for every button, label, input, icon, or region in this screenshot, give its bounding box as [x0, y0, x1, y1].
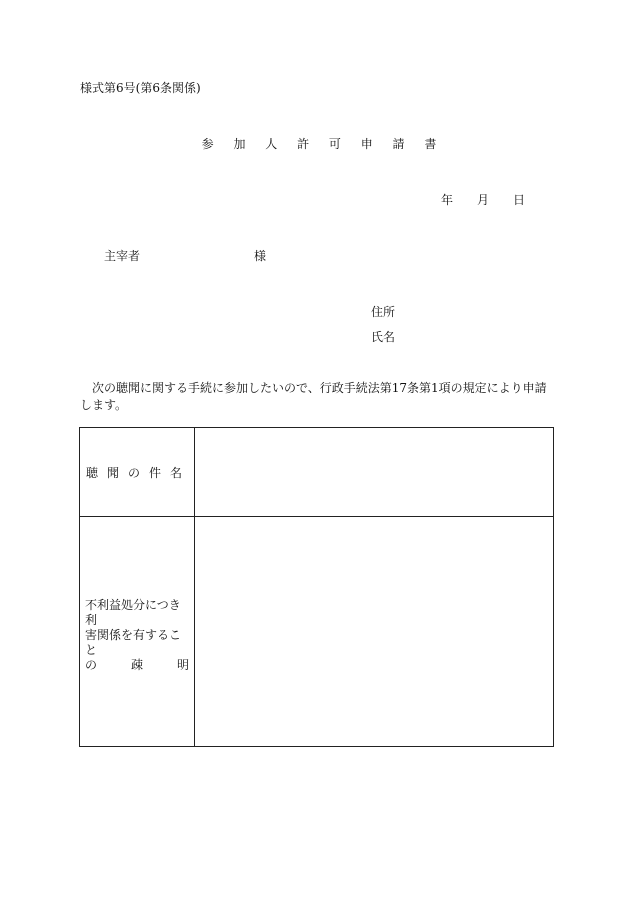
applicant-name-label: 氏名 — [371, 330, 396, 344]
hearing-case-label: 聴聞の件名 — [80, 428, 195, 517]
interest-label-line2: 害関係を有すること — [85, 628, 182, 657]
form-number: 様式第6号(第6条関係) — [80, 81, 201, 95]
addressee-honorific: 様 — [254, 249, 267, 263]
addressee-label: 主宰者 — [104, 249, 141, 263]
date-day-label: 日 — [513, 193, 526, 207]
interest-explanation-field[interactable] — [195, 517, 554, 747]
application-table — [79, 427, 554, 747]
date-year-label: 年 — [441, 193, 454, 207]
interest-label-line3-b: 疎 — [130, 658, 143, 672]
table-row — [80, 517, 554, 747]
interest-label-line1: 不利益処分につき利 — [85, 598, 181, 627]
interest-label-line3 — [85, 658, 189, 673]
request-statement: 次の聴聞に関する手続に参加したいので、行政手続法第17条第1項の規定により申請します。 — [80, 381, 547, 412]
applicant-address-label: 住所 — [371, 305, 396, 319]
document-title: 参 加 人 許 可 申 請 書 — [201, 137, 445, 151]
date-line — [441, 194, 525, 206]
interest-explanation-label — [80, 517, 195, 747]
hearing-case-field[interactable] — [195, 428, 554, 517]
interest-label-line3-c: 明 — [176, 658, 189, 672]
addressee — [104, 249, 267, 263]
date-month-label: 月 — [477, 193, 490, 207]
interest-label-line3-a: の — [85, 658, 98, 672]
table-row — [80, 428, 554, 517]
